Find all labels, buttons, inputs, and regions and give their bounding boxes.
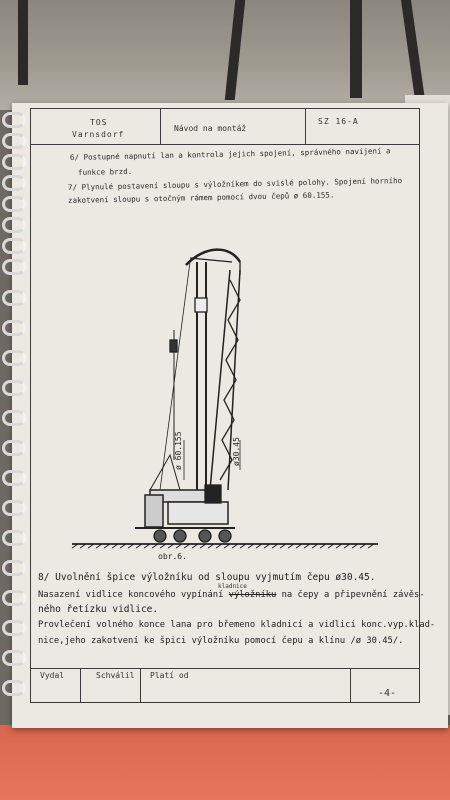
text-line: funkce brzd. [77, 166, 133, 177]
document-code: SZ 16-A [318, 117, 359, 126]
text-segment: na čepy a připevnění závěs- [276, 590, 425, 600]
page-number: -4- [378, 688, 397, 699]
crane-figure [135, 250, 240, 542]
document-title: Návod na montáž [174, 124, 247, 133]
footer-issued-label: Vydal [40, 671, 65, 680]
footer-divider [350, 668, 351, 702]
text-line: nice,jeho zakotvení ke špici výložníku pomocí čepu a klínu /ø 30.45/. [38, 636, 404, 646]
text-segment: Nasazení vidlice koncového vypínání [38, 590, 229, 600]
footer-valid-label: Platí od [150, 671, 189, 680]
footer-divider [80, 668, 81, 702]
ground-line [72, 544, 378, 548]
text-line-with-strike [38, 590, 425, 600]
text-line: 8/ Uvolnění špice výložníku od sloupu vyjmutím čepu ø30.45. [38, 572, 376, 583]
text-line: 7/ Plynulé postavení sloupu s výložníkem do svislé polohy. Spojení horního [67, 176, 403, 192]
footer-divider [30, 668, 420, 669]
handwritten-correction: kladnice [218, 583, 247, 590]
company-name: TOS [90, 118, 108, 127]
footer-divider [140, 668, 141, 702]
company-location: Varnsdorf [72, 130, 125, 139]
text-line: zakotvení sloupu s otočným rámem pomocí dvou čepů ø 60.155. [67, 190, 335, 205]
dimension-label-left: ø 60.155 [174, 431, 183, 470]
dimension-label-right: ø30.45 [232, 437, 241, 466]
struck-word: výložníku [228, 590, 277, 600]
text-line: Provlečení volného konce lana pro břemeno kladnicí a vidlicí konc.vyp.klad- [38, 620, 436, 630]
footer-approved-label: Schválil [96, 671, 135, 680]
text-line: 6/ Postupné napnutí lan a kontrola jejich spojení, správného navíjení a [69, 146, 391, 162]
text-line: ného řetízku vidlice. [38, 604, 159, 615]
figure-caption: obr.6. [158, 552, 187, 561]
